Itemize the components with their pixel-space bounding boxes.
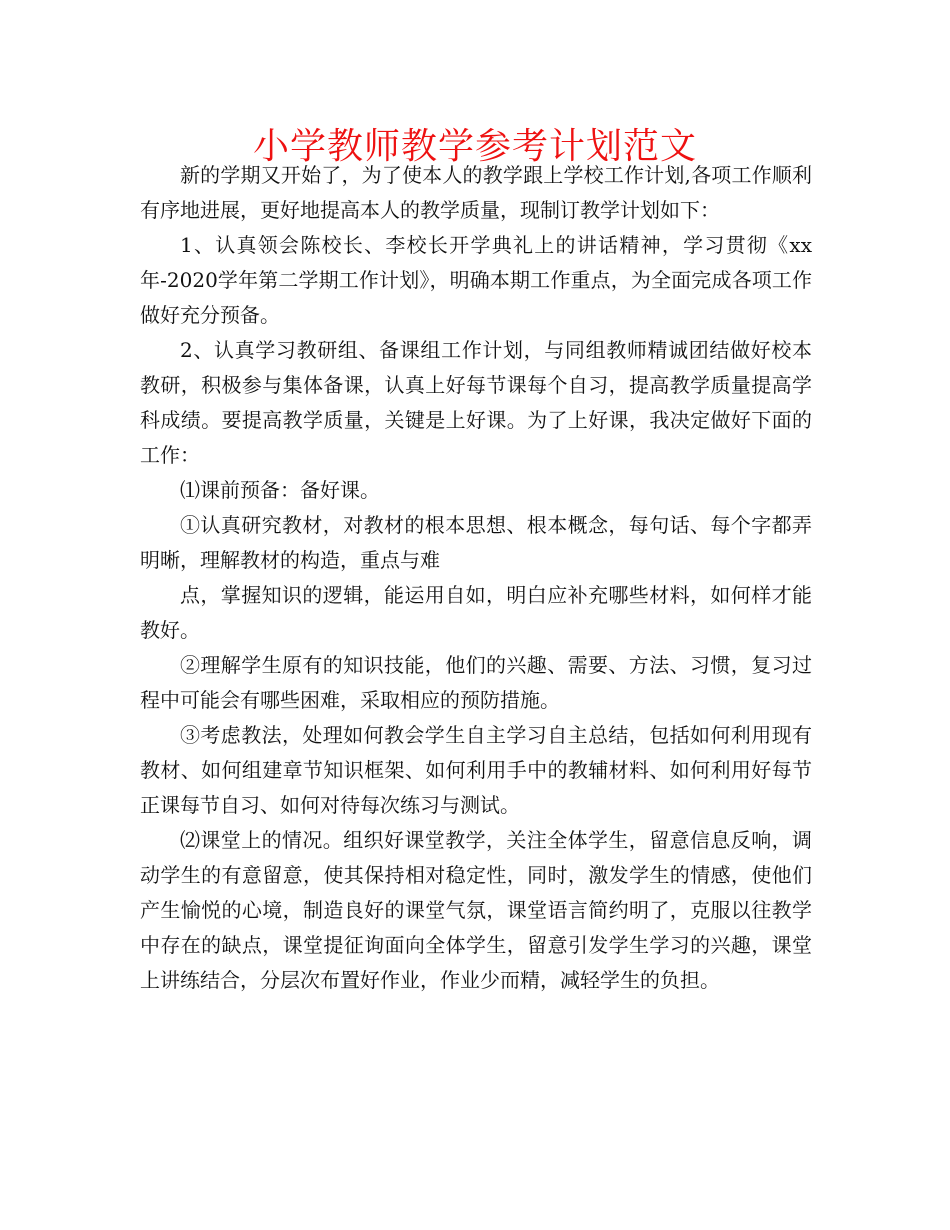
paragraph-prep-heading: ⑴课前预备：备好课。	[180, 478, 380, 502]
paragraph-prep-3: ③考虑教法，处理如何教会学生自主学习自主总结，包括如何利用现有教材、如何组建章节知识框架、如何利用手中的教辅材料、如何利用好每节正课每节自习、如何对待每次练习与测试。	[140, 723, 812, 817]
paragraph-prep-1: ①认真研究教材，对教材的根本思想、根本概念，每句话、每个字都弄明晰，理解教材的构造，重点与难	[140, 513, 812, 572]
paragraph-item-2: 2、认真学习教研组、备课组工作计划，与同组教师精诚团结做好校本教研，积极参与集体备课，认真上好每节课每个自习，提高教学质量提高学科成绩。要提高教学质量，关键是上好课。为了上好课，我决定做好下面的工作：	[140, 338, 812, 467]
paragraph-prep-2: ②理解学生原有的知识技能，他们的兴趣、需要、方法、习惯，复习过程中可能会有哪些困难，采取相应的预防措施。	[140, 653, 812, 712]
paragraph-intro: 新的学期又开始了，为了使本人的教学跟上学校工作计划,各项工作顺利有序地进展，更好地提高本人的教学质量，现制订教学计划如下：	[140, 163, 812, 222]
document-title: 小学教师教学参考计划范文	[252, 126, 697, 167]
paragraph-prep-1-continued: 点，掌握知识的逻辑，能运用自如，明白应补充哪些材料，如何样才能教好。	[140, 583, 812, 642]
document-body	[140, 158, 812, 998]
paragraph-item-1: 1、认真领会陈校长、李校长开学典礼上的讲话精神，学习贯彻《xx年-2020学年第二学期工作计划》，明确本期工作重点，为全面完成各项工作做好充分预备。	[140, 233, 812, 327]
paragraph-classroom: ⑵课堂上的情况。组织好课堂教学，关注全体学生，留意信息反响，调动学生的有意留意，使其保持相对稳定性，同时，激发学生的情感，使他们产生愉悦的心境，制造良好的课堂气氛，课堂语言简约明了，克服以往教学中存在的缺点，课堂提征询面向全体学生，留意引发学生学习的兴趣，课堂上讲练结合，分层次布置好作业，作业少而精，减轻学生的负担。	[140, 828, 812, 992]
